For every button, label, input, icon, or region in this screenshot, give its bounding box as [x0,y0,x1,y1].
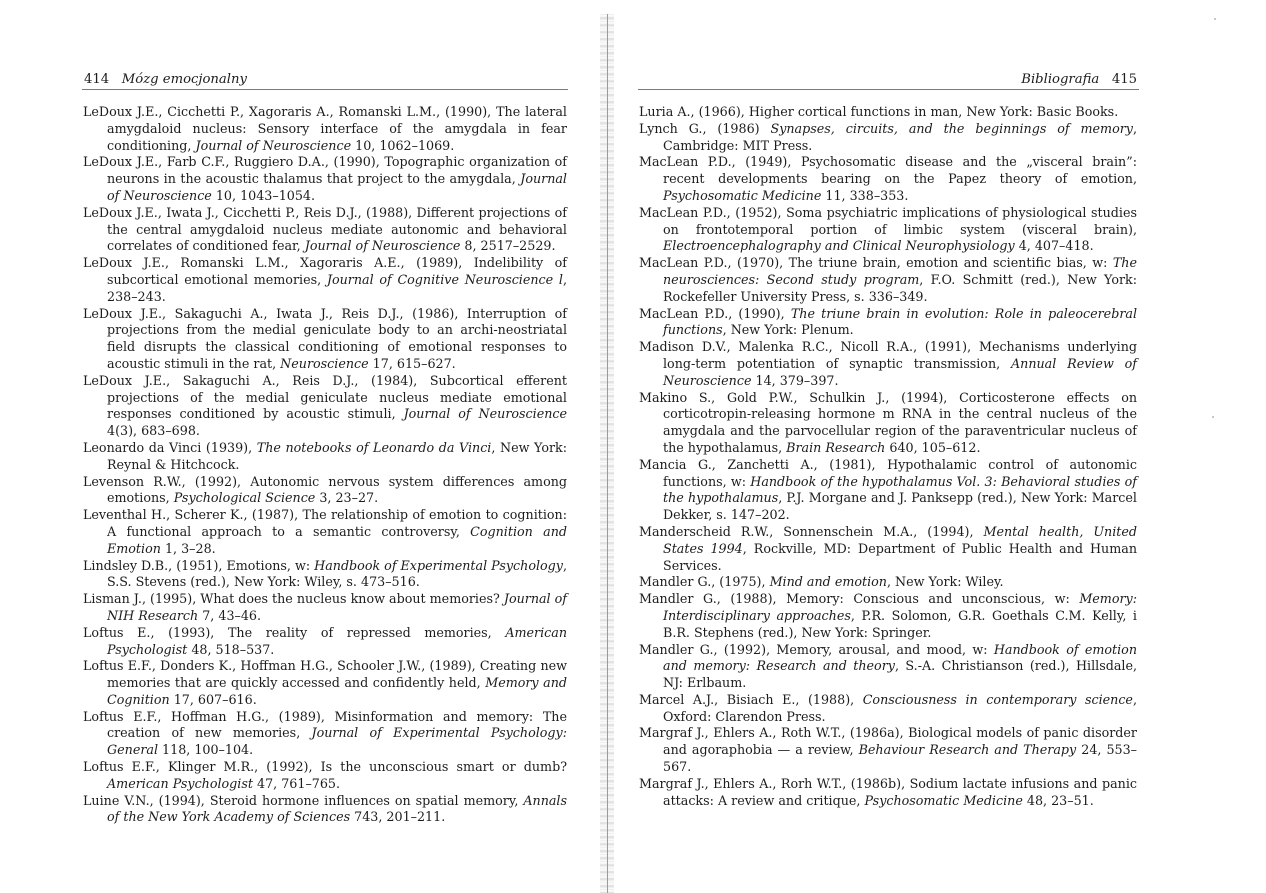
bibliography-entry [83,373,567,440]
entry-title-italic: Cognition and Emotion [107,523,567,556]
entry-details: 640, 105–612. [885,439,981,455]
right-header-rule [638,89,1139,90]
right-bibliography-list [639,104,1137,809]
entry-title-italic: Handbook of Experimental Psychology [314,557,563,573]
entry-text: Madison D.V., Malenka R.C., Nicoll R.A., (1991), Mechanisms underlying long-term potentiation of synaptic transmission, [639,339,1137,371]
entry-title-italic: The triune brain in evolution: Role in paleocerebral functions [663,305,1137,338]
entry-text: LeDoux J.E., Farb C.F., Ruggiero D.A., (1990), Topographic organization of neurons in the acoustic thalamus that project to the amygdala, [83,154,567,187]
bibliography-entry [83,793,567,827]
entry-text: MacLean P.D., (1970), The triune brain, emotion and scientific bias, w: [639,255,1113,271]
entry-details: , New York: Plenum. [722,322,854,338]
entry-text: Leonardo da Vinci (1939), [83,439,257,455]
left-page [0,0,608,893]
bibliography-entry [639,642,1137,692]
left-running-title: Mózg emocjonalny [121,72,247,87]
entry-details: , S.S. Stevens (red.), New York: Wiley, s. 473–516. [107,557,568,590]
entry-details: 47, 761–765. [252,775,341,791]
entry-text: Mandler G., (1975), [639,574,770,590]
entry-text: Leventhal H., Scherer K., (1987), The relationship of emotion to cognition: A functional approach to a semantic controversy, [83,507,567,539]
bibliography-entry [639,591,1137,641]
entry-title-italic: Journal of Neuroscience [107,171,567,203]
bibliography-entry [83,507,567,557]
entry-details: 7, 43–46. [198,607,262,623]
entry-title-italic: Journal of Neuroscience [195,137,352,153]
entry-text: LeDoux J.E., Cicchetti P., Xagoraris A., Romanski L.M., (1990), The lateral amygdaloid nucleus: Sensory interface of the amygdala in fear conditioning, [83,104,567,153]
entry-title-italic: Neuroscience [280,355,369,371]
entry-title-italic: American Psychologist [107,624,567,657]
bibliography-entry [639,457,1137,524]
left-page-number: 414 [84,72,110,87]
bibliography-entry [639,205,1137,255]
bibliography-entry [83,625,567,659]
bibliography-entry [83,709,567,759]
entry-title-italic: Mental health, United States 1994 [663,523,1137,556]
entry-title-italic: Psychosomatic Medicine [663,187,822,203]
entry-text: Levenson R.W., (1992), Autonomic nervous system differences among emotions, [83,473,567,506]
entry-details: , F.O. Schmitt (red.), New York: Rockefeller University Press, s. 336–349. [663,271,1137,304]
entry-text: Manderscheid R.W., Sonnenschein M.A., (1994), [639,523,984,539]
entry-text: Mandler G., (1988), Memory: Conscious and unconscious, w: [639,591,1080,607]
entry-text: Lynch G., (1986) [639,120,771,136]
entry-title-italic: Memory and Cognition [107,675,567,707]
bibliography-entry [639,121,1137,155]
entry-details: , Oxford: Clarendon Press. [663,691,1137,724]
entry-title-italic: Journal of Neuroscience [304,238,461,254]
entry-details: 3, 23–27. [315,490,379,506]
entry-text: Luria A., (1966), Higher cortical functions in man, New York: Basic Books. [639,104,1119,119]
entry-text: LeDoux J.E., Sakaguchi A., Reis D.J., (1984), Subcortical efferent projections of the medial geniculate nucleus mediate emotional responses conditioned by acoustic stimuli, [83,372,567,422]
bibliography-entry [639,339,1137,389]
bibliography-entry [83,759,567,793]
entry-title-italic: Journal of Cognitive Neuroscience l [326,271,563,287]
entry-title-italic: Annual Review of Neuroscience [663,355,1137,388]
entry-text: Makino S., Gold P.W., Schulkin J., (1994), Corticosterone effects on corticotropin-releasing hormone m RNA in the central nucleus of the amygdala and the parvocellular region of the paraventricular nucleus of the hypothalamus, [639,389,1137,455]
bibliography-entry [83,154,567,204]
entry-details: 743, 201–211. [350,809,446,825]
entry-text: Mancia G., Zanchetti A., (1981), Hypothalamic control of autonomic functions, w: [639,456,1137,489]
entry-text: Margraf J., Ehlers A., Roth W.T., (1986a), Biological models of panic disorder and agoraphobia — a review, [639,725,1137,758]
entry-title-italic: Synapses, circuits, and the beginnings of memory [770,120,1133,136]
bibliography-entry [639,255,1137,305]
entry-details: , S.-A. Christianson (red.), Hillsdale, NJ: Erlbaum. [663,658,1138,691]
entry-title-italic: Handbook of emotion and memory: Research and theory [663,641,1137,674]
entry-title-italic: Handbook of the hypothalamus Vol. 3: Behavioral studies of the hypothalamus [663,473,1137,506]
entry-title-italic: Brain Research [786,439,886,455]
entry-title-italic: Journal of Experimental Psychology: General [107,725,567,758]
left-header-rule [82,89,568,90]
entry-details: 10, 1062–1069. [351,137,455,153]
entry-details: 10, 1043–1054. [211,187,316,203]
entry-details: 48, 518–537. [187,641,275,657]
left-running-header [84,72,247,87]
entry-title-italic: Mind and emotion [769,574,887,590]
entry-text: Margraf J., Ehlers A., Rorh W.T., (1986b), Sodium lactate infusions and panic attacks: A review and critique, [639,775,1137,808]
entry-title-italic: Journal of Neuroscience [403,406,568,422]
entry-text: Loftus E., (1993), The reality of repressed memories, [83,624,506,640]
entry-text: MacLean P.D., (1949), Psychosomatic disease and the „visceral brain”: recent developments bearing on the Papez theory of emotion, [639,154,1137,187]
bibliography-entry [83,474,567,508]
bibliography-entry [83,591,567,625]
entry-details: 11, 338–353. [821,187,909,203]
bibliography-entry [83,255,567,305]
bibliography-entry [639,154,1137,204]
entry-title-italic: Memory: Interdisciplinary approaches [663,591,1137,623]
bibliography-entry [83,205,567,255]
entry-details: 4(3), 683–698. [107,423,200,439]
entry-text: Luine V.N., (1994), Steroid hormone influences on spatial memory, [83,792,524,808]
entry-details: 14, 379–397. [751,372,839,388]
entry-text: LeDoux J.E., Romanski L.M., Xagoraris A.E., (1989), Indelibility of subcortical emotional memories, [83,255,567,287]
entry-details: , P.R. Solomon, G.R. Goethals C.M. Kelly, i B.R. Stephens (red.), New York: Springer. [663,607,1137,640]
entry-text: MacLean P.D., (1952), Soma psychiatric implications of physiological studies on frontotemporal portion of limbic system (visceral brain), [639,204,1137,237]
entry-title-italic: The notebooks of Leonardo da Vinci [256,439,492,455]
entry-details: 24, 553–567. [663,742,1138,775]
entry-title-italic: Psychological Science [173,490,316,506]
bibliography-entry [639,725,1137,775]
entry-text: Loftus E.F., Donders K., Hoffman H.G., Schooler J.W., (1989), Creating new memories that are quickly accessed and confidently held, [83,658,567,691]
entry-title-italic: The neurosciences: Second study program [663,255,1137,287]
entry-text: Lisman J., (1995), What does the nucleus know about memories? [83,591,504,607]
entry-details: 17, 615–627. [368,355,456,371]
entry-text: MacLean P.D., (1990), [639,305,791,321]
bibliography-entry [639,104,1137,121]
entry-title-italic: Consciousness in contemporary science [862,691,1133,707]
bibliography-entry [639,692,1137,726]
entry-text: Lindsley D.B., (1951), Emotions, w: [83,557,315,573]
entry-text: Marcel A.J., Bisiach E., (1988), [639,691,863,707]
bibliography-entry [83,104,567,154]
bibliography-entry [639,390,1137,457]
entry-details: , New York: Reynal & Hitchcock. [107,439,567,472]
bibliography-entry [83,658,567,708]
right-running-title: Bibliografia [1021,72,1100,87]
left-bibliography-list [83,104,567,826]
entry-details: , P.J. Morgane and J. Panksepp (red.), New York: Marcel Dekker, s. 147–202. [663,490,1137,523]
entry-details: , 238–243. [107,271,568,304]
bibliography-entry [639,776,1137,810]
entry-text: Mandler G., (1992), Memory, arousal, and mood, w: [639,641,994,657]
entry-title-italic: American Psychologist [107,775,253,791]
right-page [612,0,1266,893]
bibliography-entry [639,574,1137,591]
bibliography-entry [639,524,1137,574]
entry-title-italic: Behaviour Research and Therapy [858,742,1077,758]
entry-text: Loftus E.F., Klinger M.R., (1992), Is the unconscious smart or dumb? [83,759,567,775]
bibliography-entry [639,306,1137,340]
bibliography-entry [83,306,567,373]
entry-details: 4, 407–418. [1014,238,1094,254]
entry-details: 48, 23–51. [1022,792,1094,808]
entry-details: , New York: Wiley. [886,574,1004,590]
entry-text: LeDoux J.E., Sakaguchi A., Iwata J., Reis D.J., (1986), Interruption of projections from the medial geniculate body to an archi-neostriatal field disrupts the classical conditioning of emotional responses to acoustic stimuli in the rat, [83,305,567,371]
entry-details: 8, 2517–2529. [460,238,556,254]
entry-details: 17, 607–616. [169,691,257,707]
entry-details: 118, 100–104. [158,742,254,758]
entry-title-italic: Annals of the New York Academy of Sciences [107,792,567,825]
entry-title-italic: Electroencephalography and Clinical Neurophysiology [663,238,1015,254]
bibliography-entry [83,558,567,592]
entry-details: , Cambridge: MIT Press. [663,120,1137,153]
right-running-header [1021,72,1137,87]
entry-details: 1, 3–28. [160,540,216,556]
bibliography-entry [83,440,567,474]
right-page-number: 415 [1111,72,1137,87]
entry-details: , Rockville, MD: Department of Public Health and Human Services. [663,540,1137,573]
entry-title-italic: Journal of NIH Research [107,591,567,623]
entry-title-italic: Psychosomatic Medicine [864,792,1023,808]
entry-text: LeDoux J.E., Iwata J., Cicchetti P., Reis D.J., (1988), Different projections of the central amygdaloid nucleus mediate autonomic and behavioral correlates of conditioned fear, [83,204,567,254]
entry-text: Loftus E.F., Hoffman H.G., (1989), Misinformation and memory: The creation of new memories, [83,708,567,741]
